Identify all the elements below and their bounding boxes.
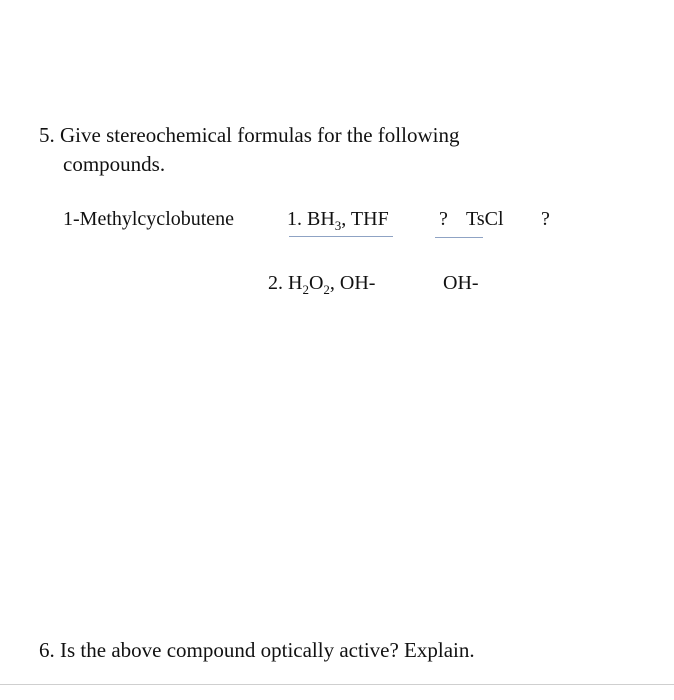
- question-5-line-2: compounds.: [63, 152, 166, 176]
- reaction-arrow-2: [435, 237, 483, 238]
- reagent-hydroxide: OH-: [443, 272, 479, 294]
- product-unknown: ?: [541, 208, 550, 230]
- reagent-step-2-mid: O: [308, 272, 324, 294]
- reaction-arrow-1: [289, 236, 393, 237]
- reagent-step-2: [268, 270, 375, 296]
- page-bottom-border: [0, 684, 674, 685]
- reagent-step-2-subscript-1: 2: [302, 282, 309, 297]
- reagent-step-1: [287, 206, 389, 232]
- question-5-line-1: 5. Give stereochemical formulas for the following: [39, 123, 460, 147]
- reagent-step-2-suffix: , OH-: [329, 272, 376, 294]
- reagent-step-1-prefix: 1. BH: [287, 208, 335, 230]
- reagent-step-1-suffix: , THF: [341, 208, 389, 230]
- reagent-tscl: TsCl: [466, 208, 504, 230]
- reagent-step-1-subscript: 3: [334, 218, 342, 233]
- question-6: 6. Is the above compound optically active? Explain.: [39, 638, 475, 662]
- starting-material: 1-Methylcyclobutene: [63, 208, 235, 230]
- reagent-step-2-subscript-2: 2: [323, 282, 330, 297]
- reagent-step-2-prefix: 2. H: [268, 272, 303, 294]
- intermediate-unknown: ?: [439, 208, 448, 230]
